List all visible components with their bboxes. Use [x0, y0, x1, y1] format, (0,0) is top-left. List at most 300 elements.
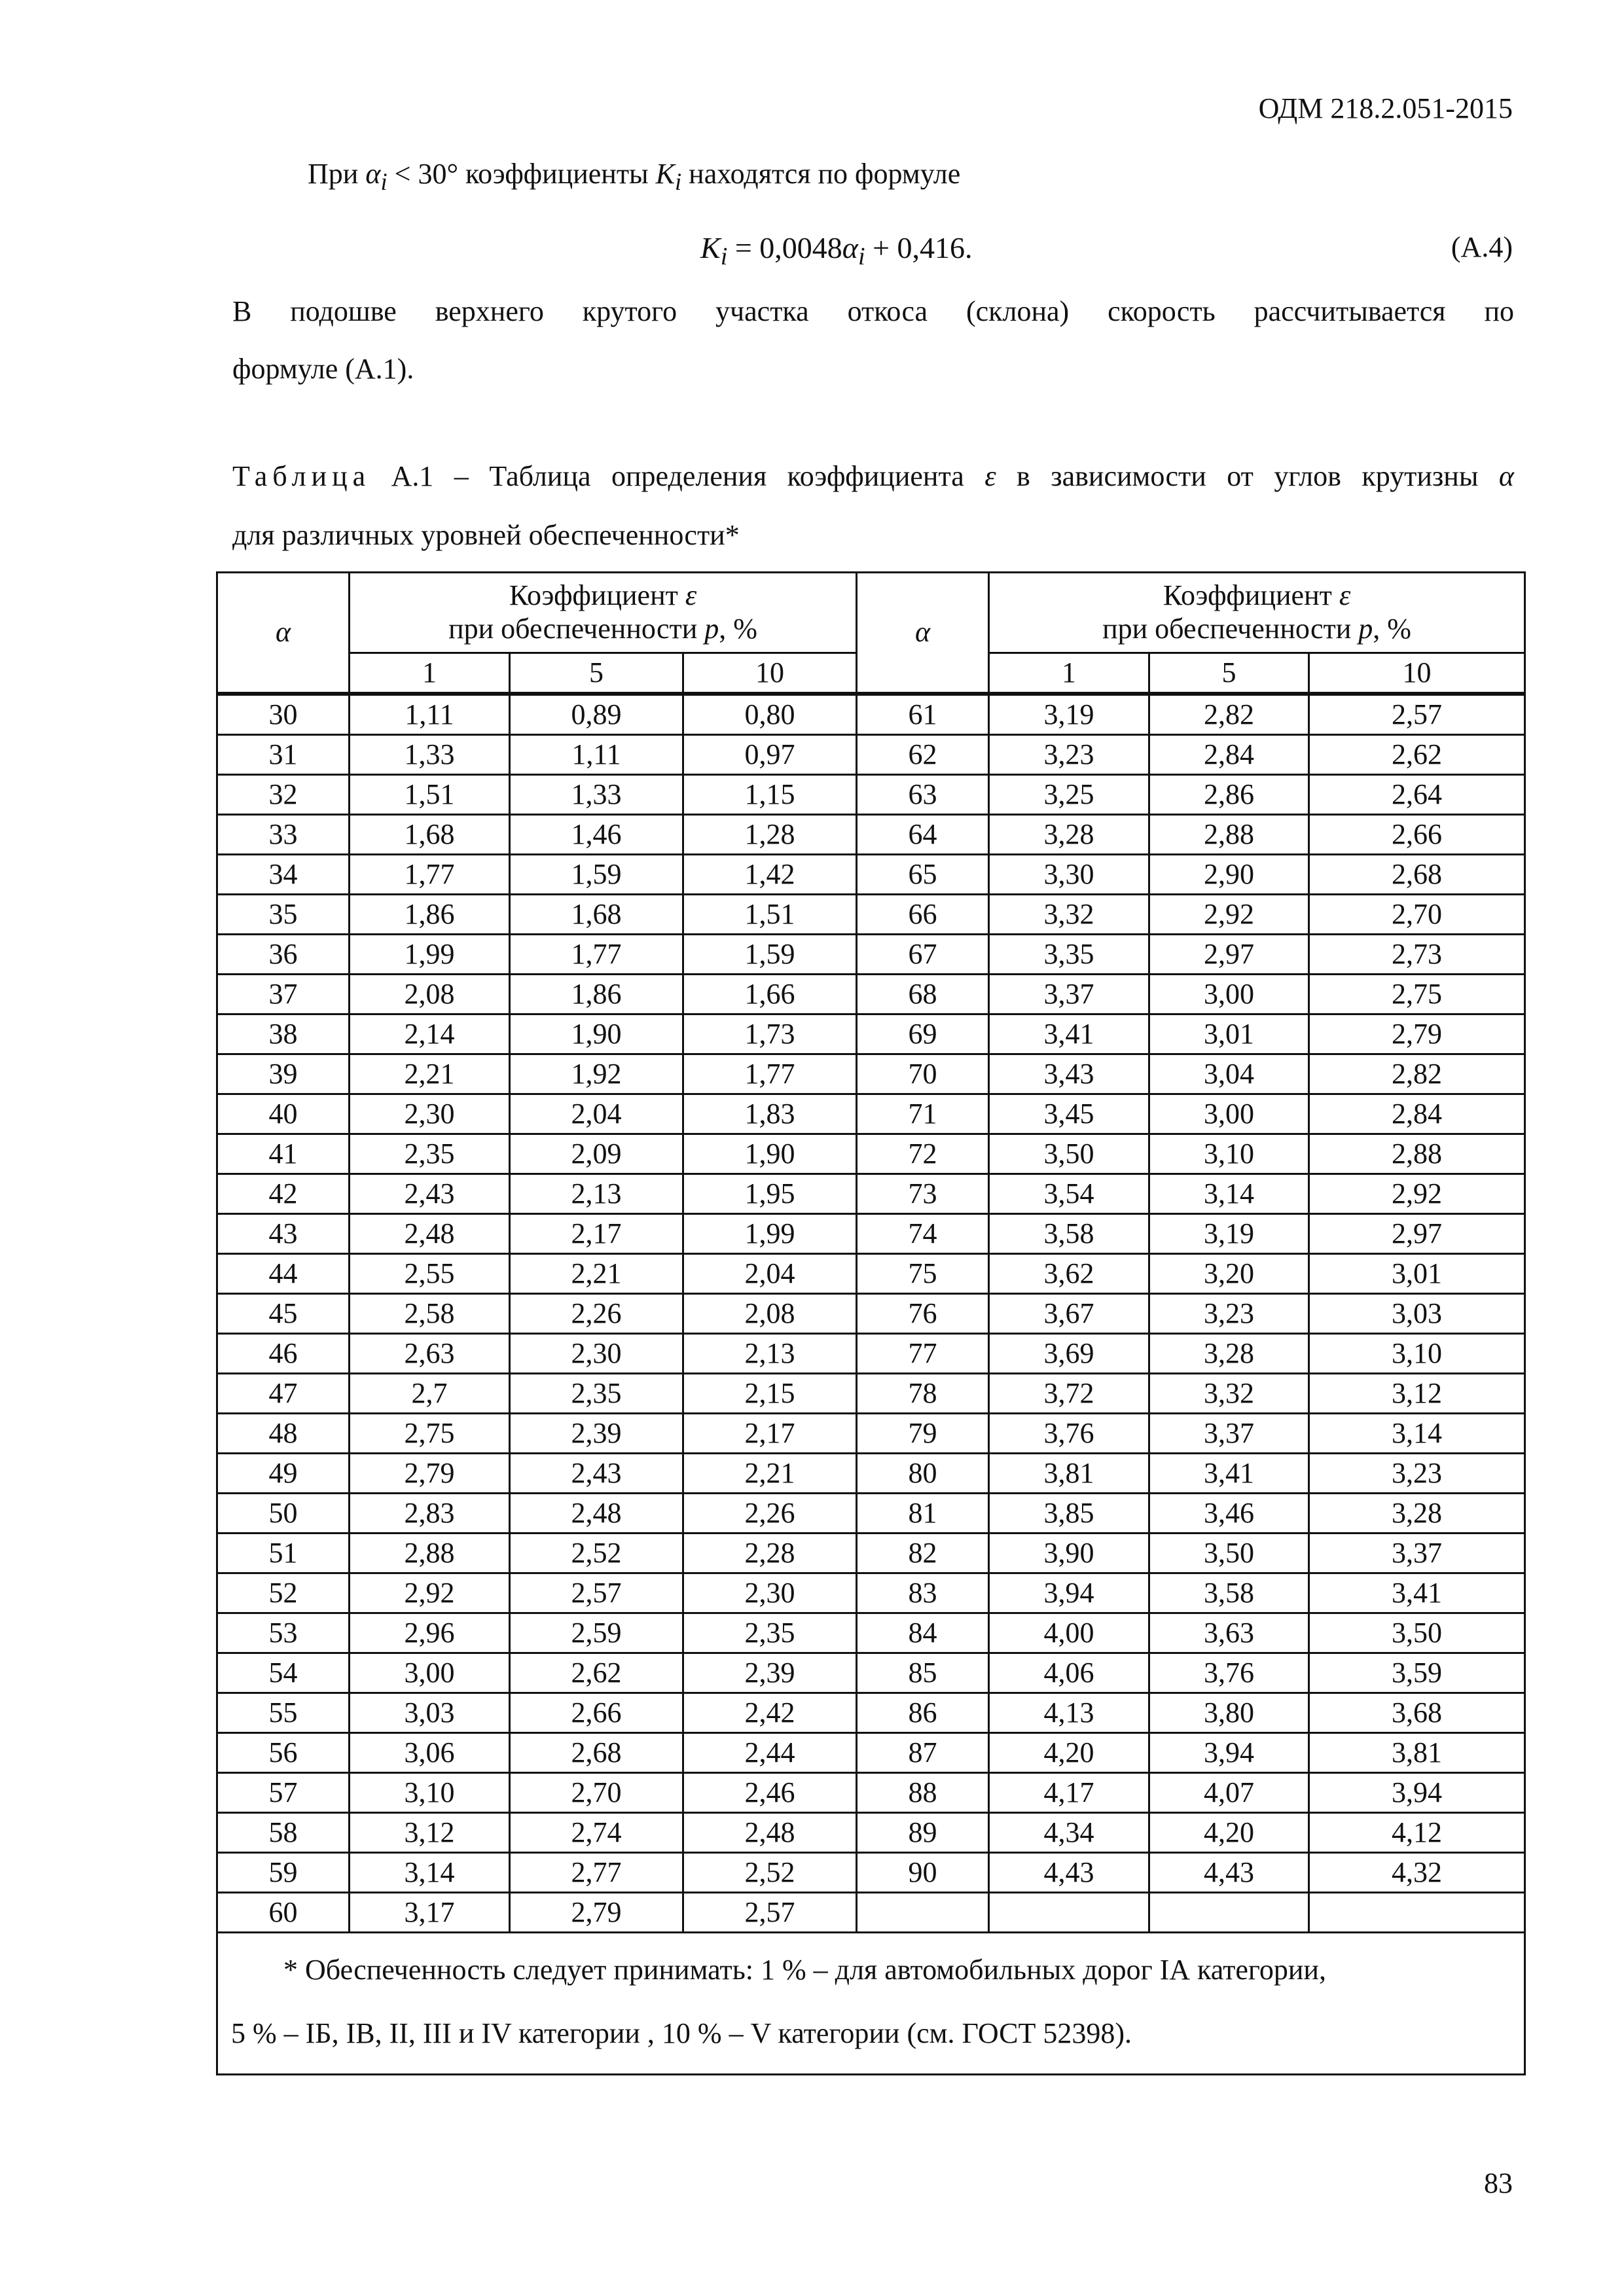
sub-header-cell: 1 [350, 653, 510, 694]
coefficient-cell: 1,77 [510, 935, 683, 975]
coefficient-cell: 2,79 [350, 1454, 510, 1494]
alpha-header-left: α [217, 573, 350, 694]
coefficient-cell: 2,08 [683, 1294, 857, 1334]
alpha-cell: 65 [857, 855, 989, 895]
sub-header-cell: 5 [510, 653, 683, 694]
alpha-cell: 69 [857, 1014, 989, 1054]
alpha-cell: 90 [857, 1853, 989, 1893]
coefficient-cell: 2,48 [510, 1494, 683, 1534]
alpha-cell: 46 [217, 1334, 350, 1374]
table-row [217, 1294, 1525, 1334]
coefficient-cell: 2,42 [683, 1693, 857, 1733]
coefficient-cell: 1,92 [510, 1054, 683, 1094]
alpha-cell: 88 [857, 1773, 989, 1813]
coefficient-cell: 1,51 [350, 775, 510, 815]
coefficient-cell: 3,32 [989, 895, 1149, 935]
coefficient-cell: 2,35 [683, 1613, 857, 1653]
coefficient-cell: 0,80 [683, 694, 857, 735]
coefficient-cell: 3,03 [1309, 1294, 1525, 1334]
coefficient-cell: 2,92 [1149, 895, 1309, 935]
coefficient-cell: 3,76 [989, 1414, 1149, 1454]
alpha-cell: 80 [857, 1454, 989, 1494]
coefficient-cell: 2,77 [510, 1853, 683, 1893]
alpha-cell: 85 [857, 1653, 989, 1693]
coefficient-cell: 3,67 [989, 1294, 1149, 1334]
table-row [217, 1893, 1525, 1933]
alpha-cell: 54 [217, 1653, 350, 1693]
coefficient-cell: 2,13 [683, 1334, 857, 1374]
coefficient-cell: 2,62 [510, 1653, 683, 1693]
coefficient-cell: 1,68 [350, 815, 510, 855]
coefficient-cell: 2,84 [1309, 1094, 1525, 1134]
sub-header-cell: 10 [1309, 653, 1525, 694]
sub-header-cell: 5 [1149, 653, 1309, 694]
coefficient-cell: 3,59 [1309, 1653, 1525, 1693]
table-row [217, 1334, 1525, 1374]
coefficient-cell: 1,42 [683, 855, 857, 895]
coefficient-cell: 3,30 [989, 855, 1149, 895]
coefficient-table [216, 571, 1526, 2075]
coefficient-cell: 2,39 [510, 1414, 683, 1454]
coefficient-cell: 2,84 [1149, 735, 1309, 775]
coefficient-cell: 2,48 [350, 1214, 510, 1254]
coefficient-cell: 3,28 [1149, 1334, 1309, 1374]
alpha-cell: 32 [217, 775, 350, 815]
alpha-cell: 42 [217, 1174, 350, 1214]
coefficient-cell: 2,30 [350, 1094, 510, 1134]
coefficient-cell: 3,94 [1309, 1773, 1525, 1813]
table-row [217, 1853, 1525, 1893]
coefficient-cell: 3,62 [989, 1254, 1149, 1294]
alpha-cell: 86 [857, 1693, 989, 1733]
alpha-cell: 48 [217, 1414, 350, 1454]
paragraph-velocity-line1: В подошве верхнего крутого участка откоса (склона) скорость рассчитывается по [232, 295, 1514, 327]
coefficient-cell: 3,41 [989, 1014, 1149, 1054]
coefficient-cell: 2,59 [510, 1613, 683, 1653]
alpha-cell: 60 [217, 1893, 350, 1933]
coefficient-cell: 2,88 [350, 1534, 510, 1573]
alpha-cell: 76 [857, 1294, 989, 1334]
coefficient-cell: 3,01 [1149, 1014, 1309, 1054]
table-row [217, 1094, 1525, 1134]
coefficient-cell: 2,35 [350, 1134, 510, 1174]
coefficient-cell: 3,58 [989, 1214, 1149, 1254]
coefficient-cell: 1,77 [683, 1054, 857, 1094]
table-row [217, 1454, 1525, 1494]
alpha-cell: 62 [857, 735, 989, 775]
coefficient-cell: 2,17 [683, 1414, 857, 1454]
coefficient-cell: 1,46 [510, 815, 683, 855]
alpha-cell: 78 [857, 1374, 989, 1414]
coefficient-cell: 2,88 [1309, 1134, 1525, 1174]
coefficient-cell: 2,68 [510, 1733, 683, 1773]
coefficient-cell: 2,26 [510, 1294, 683, 1334]
alpha-cell: 53 [217, 1613, 350, 1653]
coefficient-cell: 1,33 [510, 775, 683, 815]
alpha-cell: 36 [217, 935, 350, 975]
coefficient-cell: 1,83 [683, 1094, 857, 1134]
coefficient-cell: 2,66 [1309, 815, 1525, 855]
table-row [217, 1414, 1525, 1454]
coefficient-cell: 0,89 [510, 694, 683, 735]
coefficient-cell: 3,12 [1309, 1374, 1525, 1414]
table-row [217, 694, 1525, 735]
coefficient-cell: 2,30 [510, 1334, 683, 1374]
coefficient-cell: 2,86 [1149, 775, 1309, 815]
coefficient-cell: 2,21 [510, 1254, 683, 1294]
coefficient-cell: 2,90 [1149, 855, 1309, 895]
coefficient-cell: 3,50 [1309, 1613, 1525, 1653]
coefficient-cell: 3,20 [1149, 1254, 1309, 1294]
coefficient-cell: 2,7 [350, 1374, 510, 1414]
alpha-cell: 45 [217, 1294, 350, 1334]
coefficient-cell: 3,14 [1149, 1174, 1309, 1214]
coefficient-cell: 3,37 [989, 975, 1149, 1014]
coefficient-cell: 4,20 [989, 1733, 1149, 1773]
coefficient-cell: 3,03 [350, 1693, 510, 1733]
alpha-cell: 66 [857, 895, 989, 935]
coefficient-cell: 2,26 [683, 1494, 857, 1534]
coefficient-cell: 2,48 [683, 1813, 857, 1853]
table-row [217, 775, 1525, 815]
alpha-cell: 33 [217, 815, 350, 855]
paragraph-velocity-line2: формуле (А.1). [232, 353, 414, 385]
coefficient-cell: 1,15 [683, 775, 857, 815]
coefficient-cell: 3,46 [1149, 1494, 1309, 1534]
coefficient-cell: 1,90 [510, 1014, 683, 1054]
alpha-cell: 61 [857, 694, 989, 735]
coefficient-cell: 1,59 [683, 935, 857, 975]
coefficient-cell: 4,20 [1149, 1813, 1309, 1853]
alpha-cell: 55 [217, 1693, 350, 1733]
table-row [217, 1494, 1525, 1534]
alpha-cell: 70 [857, 1054, 989, 1094]
alpha-cell: 89 [857, 1813, 989, 1853]
alpha-cell: 39 [217, 1054, 350, 1094]
alpha-cell: 56 [217, 1733, 350, 1773]
alpha-cell: 82 [857, 1534, 989, 1573]
alpha-cell: 73 [857, 1174, 989, 1214]
coefficient-cell: 2,52 [510, 1534, 683, 1573]
table-row [217, 1374, 1525, 1414]
table-row [217, 1014, 1525, 1054]
coefficient-cell: 1,11 [510, 735, 683, 775]
coefficient-cell: 2,96 [350, 1613, 510, 1653]
coefficient-cell: 3,94 [989, 1573, 1149, 1613]
coefficient-cell: 3,23 [1309, 1454, 1525, 1494]
coefficient-cell: 4,32 [1309, 1853, 1525, 1893]
table-row [217, 855, 1525, 895]
coefficient-cell: 2,35 [510, 1374, 683, 1414]
paragraph-formula-intro: При $\alpha_i < 30^\circ$ коэффициенты $K_i$ находятся по формуле [308, 158, 961, 195]
coefficient-cell: 3,37 [1149, 1414, 1309, 1454]
formula-a4: $K_i = 0,0048\alpha_i + 0,416$. [700, 231, 973, 271]
coefficient-cell: 1,59 [510, 855, 683, 895]
alpha-cell [857, 1893, 989, 1933]
coefficient-cell: 2,97 [1149, 935, 1309, 975]
coefficient-cell: 3,81 [1309, 1733, 1525, 1773]
coefficient-cell: 3,58 [1149, 1573, 1309, 1613]
table-footnote: * Обеспеченность следует принимать: 1 % – для автомобильных дорог IА категории, 5 % – IБ, IВ, II, III и IV категории , 10 % – V категории (см. ГОСТ 52398). [217, 1933, 1525, 2075]
coefficient-cell: 3,41 [1309, 1573, 1525, 1613]
table-row [217, 1573, 1525, 1613]
alpha-cell: 40 [217, 1094, 350, 1134]
alpha-cell: 74 [857, 1214, 989, 1254]
coefficient-cell [1149, 1893, 1309, 1933]
coefficient-cell: 3,06 [350, 1733, 510, 1773]
coefficient-cell: 2,70 [510, 1773, 683, 1813]
alpha-cell: 72 [857, 1134, 989, 1174]
coefficient-cell: 2,44 [683, 1733, 857, 1773]
coefficient-cell: 3,76 [1149, 1653, 1309, 1693]
coefficient-cell: 1,33 [350, 735, 510, 775]
coefficient-cell: 2,63 [350, 1334, 510, 1374]
alpha-header-right: α [857, 573, 989, 694]
coefficient-cell: 3,12 [350, 1813, 510, 1853]
table-row [217, 1054, 1525, 1094]
coefficient-cell: 4,06 [989, 1653, 1149, 1693]
coefficient-cell: 4,17 [989, 1773, 1149, 1813]
coefficient-cell: 4,07 [1149, 1773, 1309, 1813]
coefficient-cell: 2,13 [510, 1174, 683, 1214]
coefficient-cell: 2,57 [510, 1573, 683, 1613]
table-row [217, 1813, 1525, 1853]
coefficient-cell: 3,50 [1149, 1534, 1309, 1573]
coefficient-cell: 3,50 [989, 1134, 1149, 1174]
coefficient-cell: 2,82 [1309, 1054, 1525, 1094]
coefficient-cell: 4,34 [989, 1813, 1149, 1853]
coefficient-cell: 3,10 [1309, 1334, 1525, 1374]
coefficient-cell: 3,14 [350, 1853, 510, 1893]
coefficient-cell: 2,57 [1309, 694, 1525, 735]
coefficient-cell: 1,11 [350, 694, 510, 735]
coefficient-cell: 3,54 [989, 1174, 1149, 1214]
alpha-cell: 41 [217, 1134, 350, 1174]
coefficient-cell: 3,19 [1149, 1214, 1309, 1254]
coefficient-cell: 3,63 [1149, 1613, 1309, 1653]
table-row [217, 1534, 1525, 1573]
table-row [217, 815, 1525, 855]
coefficient-cell: 2,75 [350, 1414, 510, 1454]
coefficient-cell: 2,21 [683, 1454, 857, 1494]
coefficient-cell: 2,62 [1309, 735, 1525, 775]
table-row [217, 1773, 1525, 1813]
coefficient-cell: 3,00 [350, 1653, 510, 1693]
coefficient-cell: 3,72 [989, 1374, 1149, 1414]
coefficient-cell: 2,39 [683, 1653, 857, 1693]
coefficient-cell: 3,28 [989, 815, 1149, 855]
alpha-cell: 51 [217, 1534, 350, 1573]
table-body [217, 694, 1525, 1933]
coefficient-cell: 3,90 [989, 1534, 1149, 1573]
coefficient-cell: 3,28 [1309, 1494, 1525, 1534]
alpha-cell: 50 [217, 1494, 350, 1534]
alpha-cell: 75 [857, 1254, 989, 1294]
alpha-cell: 68 [857, 975, 989, 1014]
coefficient-cell: 2,52 [683, 1853, 857, 1893]
coefficient-cell: 4,43 [1149, 1853, 1309, 1893]
table-row [217, 1254, 1525, 1294]
coefficient-cell: 2,57 [683, 1893, 857, 1933]
alpha-cell: 87 [857, 1733, 989, 1773]
coefficient-cell: 3,23 [1149, 1294, 1309, 1334]
coefficient-cell: 2,04 [510, 1094, 683, 1134]
alpha-cell: 59 [217, 1853, 350, 1893]
table-row [217, 935, 1525, 975]
coefficient-cell: 2,73 [1309, 935, 1525, 975]
coefficient-cell: 2,04 [683, 1254, 857, 1294]
coefficient-cell: 2,58 [350, 1294, 510, 1334]
coefficient-cell: 2,74 [510, 1813, 683, 1853]
coefficient-cell: 3,04 [1149, 1054, 1309, 1094]
coefficient-cell: 4,00 [989, 1613, 1149, 1653]
coefficient-cell: 1,51 [683, 895, 857, 935]
alpha-cell: 63 [857, 775, 989, 815]
alpha-cell: 34 [217, 855, 350, 895]
alpha-cell: 49 [217, 1454, 350, 1494]
coefficient-cell: 3,10 [1149, 1134, 1309, 1174]
coefficient-cell: 2,43 [350, 1174, 510, 1214]
table-caption: Таблица А.1 – Таблица определения коэффициента ε в зависимости от углов крутизны α [232, 460, 1514, 492]
alpha-cell: 81 [857, 1494, 989, 1534]
coefficient-cell: 1,95 [683, 1174, 857, 1214]
coefficient-cell: 2,09 [510, 1134, 683, 1174]
coefficient-cell: 2,55 [350, 1254, 510, 1294]
alpha-cell: 47 [217, 1374, 350, 1414]
coefficient-cell: 2,79 [510, 1893, 683, 1933]
alpha-cell: 35 [217, 895, 350, 935]
coefficient-cell: 3,69 [989, 1334, 1149, 1374]
document-code-header: ОДМ 218.2.051-2015 [1258, 92, 1513, 124]
coefficient-cell: 2,92 [350, 1573, 510, 1613]
coefficient-cell: 0,97 [683, 735, 857, 775]
coefficient-cell: 1,90 [683, 1134, 857, 1174]
coefficient-cell: 3,10 [350, 1773, 510, 1813]
alpha-cell: 57 [217, 1773, 350, 1813]
coefficient-cell: 3,45 [989, 1094, 1149, 1134]
coefficient-cell: 4,12 [1309, 1813, 1525, 1853]
alpha-cell: 79 [857, 1414, 989, 1454]
coefficient-cell: 3,19 [989, 694, 1149, 735]
alpha-cell: 52 [217, 1573, 350, 1613]
coefficient-cell: 3,14 [1309, 1414, 1525, 1454]
coefficient-cell: 2,82 [1149, 694, 1309, 735]
coefficient-cell: 4,13 [989, 1693, 1149, 1733]
table-row [217, 1733, 1525, 1773]
coefficient-cell: 1,77 [350, 855, 510, 895]
alpha-cell: 58 [217, 1813, 350, 1853]
coefficient-header-left: Коэффициент ε при обеспеченности p, % [350, 573, 857, 653]
table-row [217, 895, 1525, 935]
coefficient-cell: 3,81 [989, 1454, 1149, 1494]
coefficient-cell: 3,17 [350, 1893, 510, 1933]
alpha-cell: 83 [857, 1573, 989, 1613]
table-row [217, 1613, 1525, 1653]
coefficient-cell: 3,43 [989, 1054, 1149, 1094]
table-row [217, 1174, 1525, 1214]
table-row [217, 735, 1525, 775]
coefficient-cell: 2,79 [1309, 1014, 1525, 1054]
coefficient-cell: 2,68 [1309, 855, 1525, 895]
table-caption-line2: для различных уровней обеспеченности* [232, 519, 740, 551]
coefficient-cell: 3,94 [1149, 1733, 1309, 1773]
table-row [217, 1214, 1525, 1254]
alpha-cell: 84 [857, 1613, 989, 1653]
coefficient-cell: 4,43 [989, 1853, 1149, 1893]
table-row [217, 1653, 1525, 1693]
coefficient-cell: 2,83 [350, 1494, 510, 1534]
alpha-cell: 64 [857, 815, 989, 855]
alpha-cell: 67 [857, 935, 989, 975]
coefficient-cell: 3,25 [989, 775, 1149, 815]
coefficient-cell: 2,46 [683, 1773, 857, 1813]
coefficient-cell: 2,28 [683, 1534, 857, 1573]
coefficient-cell [1309, 1893, 1525, 1933]
coefficient-cell: 2,75 [1309, 975, 1525, 1014]
coefficient-cell: 2,66 [510, 1693, 683, 1733]
table-row [217, 1693, 1525, 1733]
alpha-cell: 43 [217, 1214, 350, 1254]
coefficient-cell: 1,66 [683, 975, 857, 1014]
alpha-cell: 30 [217, 694, 350, 735]
coefficient-cell: 3,80 [1149, 1693, 1309, 1733]
coefficient-cell: 1,68 [510, 895, 683, 935]
table-row [217, 1134, 1525, 1174]
coefficient-cell: 2,08 [350, 975, 510, 1014]
sub-header-cell: 1 [989, 653, 1149, 694]
coefficient-cell: 1,99 [350, 935, 510, 975]
coefficient-cell: 2,97 [1309, 1214, 1525, 1254]
equation-number: (А.4) [1451, 231, 1513, 263]
coefficient-cell: 2,15 [683, 1374, 857, 1414]
coefficient-cell: 2,70 [1309, 895, 1525, 935]
coefficient-cell: 3,85 [989, 1494, 1149, 1534]
coefficient-cell: 1,99 [683, 1214, 857, 1254]
coefficient-cell: 3,00 [1149, 975, 1309, 1014]
alpha-cell: 38 [217, 1014, 350, 1054]
coefficient-cell: 2,43 [510, 1454, 683, 1494]
coefficient-header-right: Коэффициент ε при обеспеченности p, % [989, 573, 1525, 653]
alpha-cell: 44 [217, 1254, 350, 1294]
coefficient-cell: 3,01 [1309, 1254, 1525, 1294]
coefficient-cell: 3,35 [989, 935, 1149, 975]
coefficient-cell: 3,23 [989, 735, 1149, 775]
coefficient-cell: 2,17 [510, 1214, 683, 1254]
alpha-cell: 31 [217, 735, 350, 775]
coefficient-cell: 3,41 [1149, 1454, 1309, 1494]
alpha-cell: 37 [217, 975, 350, 1014]
coefficient-cell: 1,86 [510, 975, 683, 1014]
alpha-cell: 77 [857, 1334, 989, 1374]
sub-header-cell: 10 [683, 653, 857, 694]
coefficient-cell: 2,21 [350, 1054, 510, 1094]
coefficient-cell: 2,92 [1309, 1174, 1525, 1214]
coefficient-cell: 1,28 [683, 815, 857, 855]
coefficient-cell: 1,73 [683, 1014, 857, 1054]
coefficient-cell [989, 1893, 1149, 1933]
page-number: 83 [1484, 2167, 1513, 2199]
coefficient-cell: 2,30 [683, 1573, 857, 1613]
table-row [217, 975, 1525, 1014]
coefficient-cell: 3,68 [1309, 1693, 1525, 1733]
alpha-cell: 71 [857, 1094, 989, 1134]
coefficient-cell: 3,32 [1149, 1374, 1309, 1414]
coefficient-cell: 2,14 [350, 1014, 510, 1054]
coefficient-cell: 2,64 [1309, 775, 1525, 815]
coefficient-cell: 3,00 [1149, 1094, 1309, 1134]
coefficient-cell: 2,88 [1149, 815, 1309, 855]
coefficient-cell: 3,37 [1309, 1534, 1525, 1573]
